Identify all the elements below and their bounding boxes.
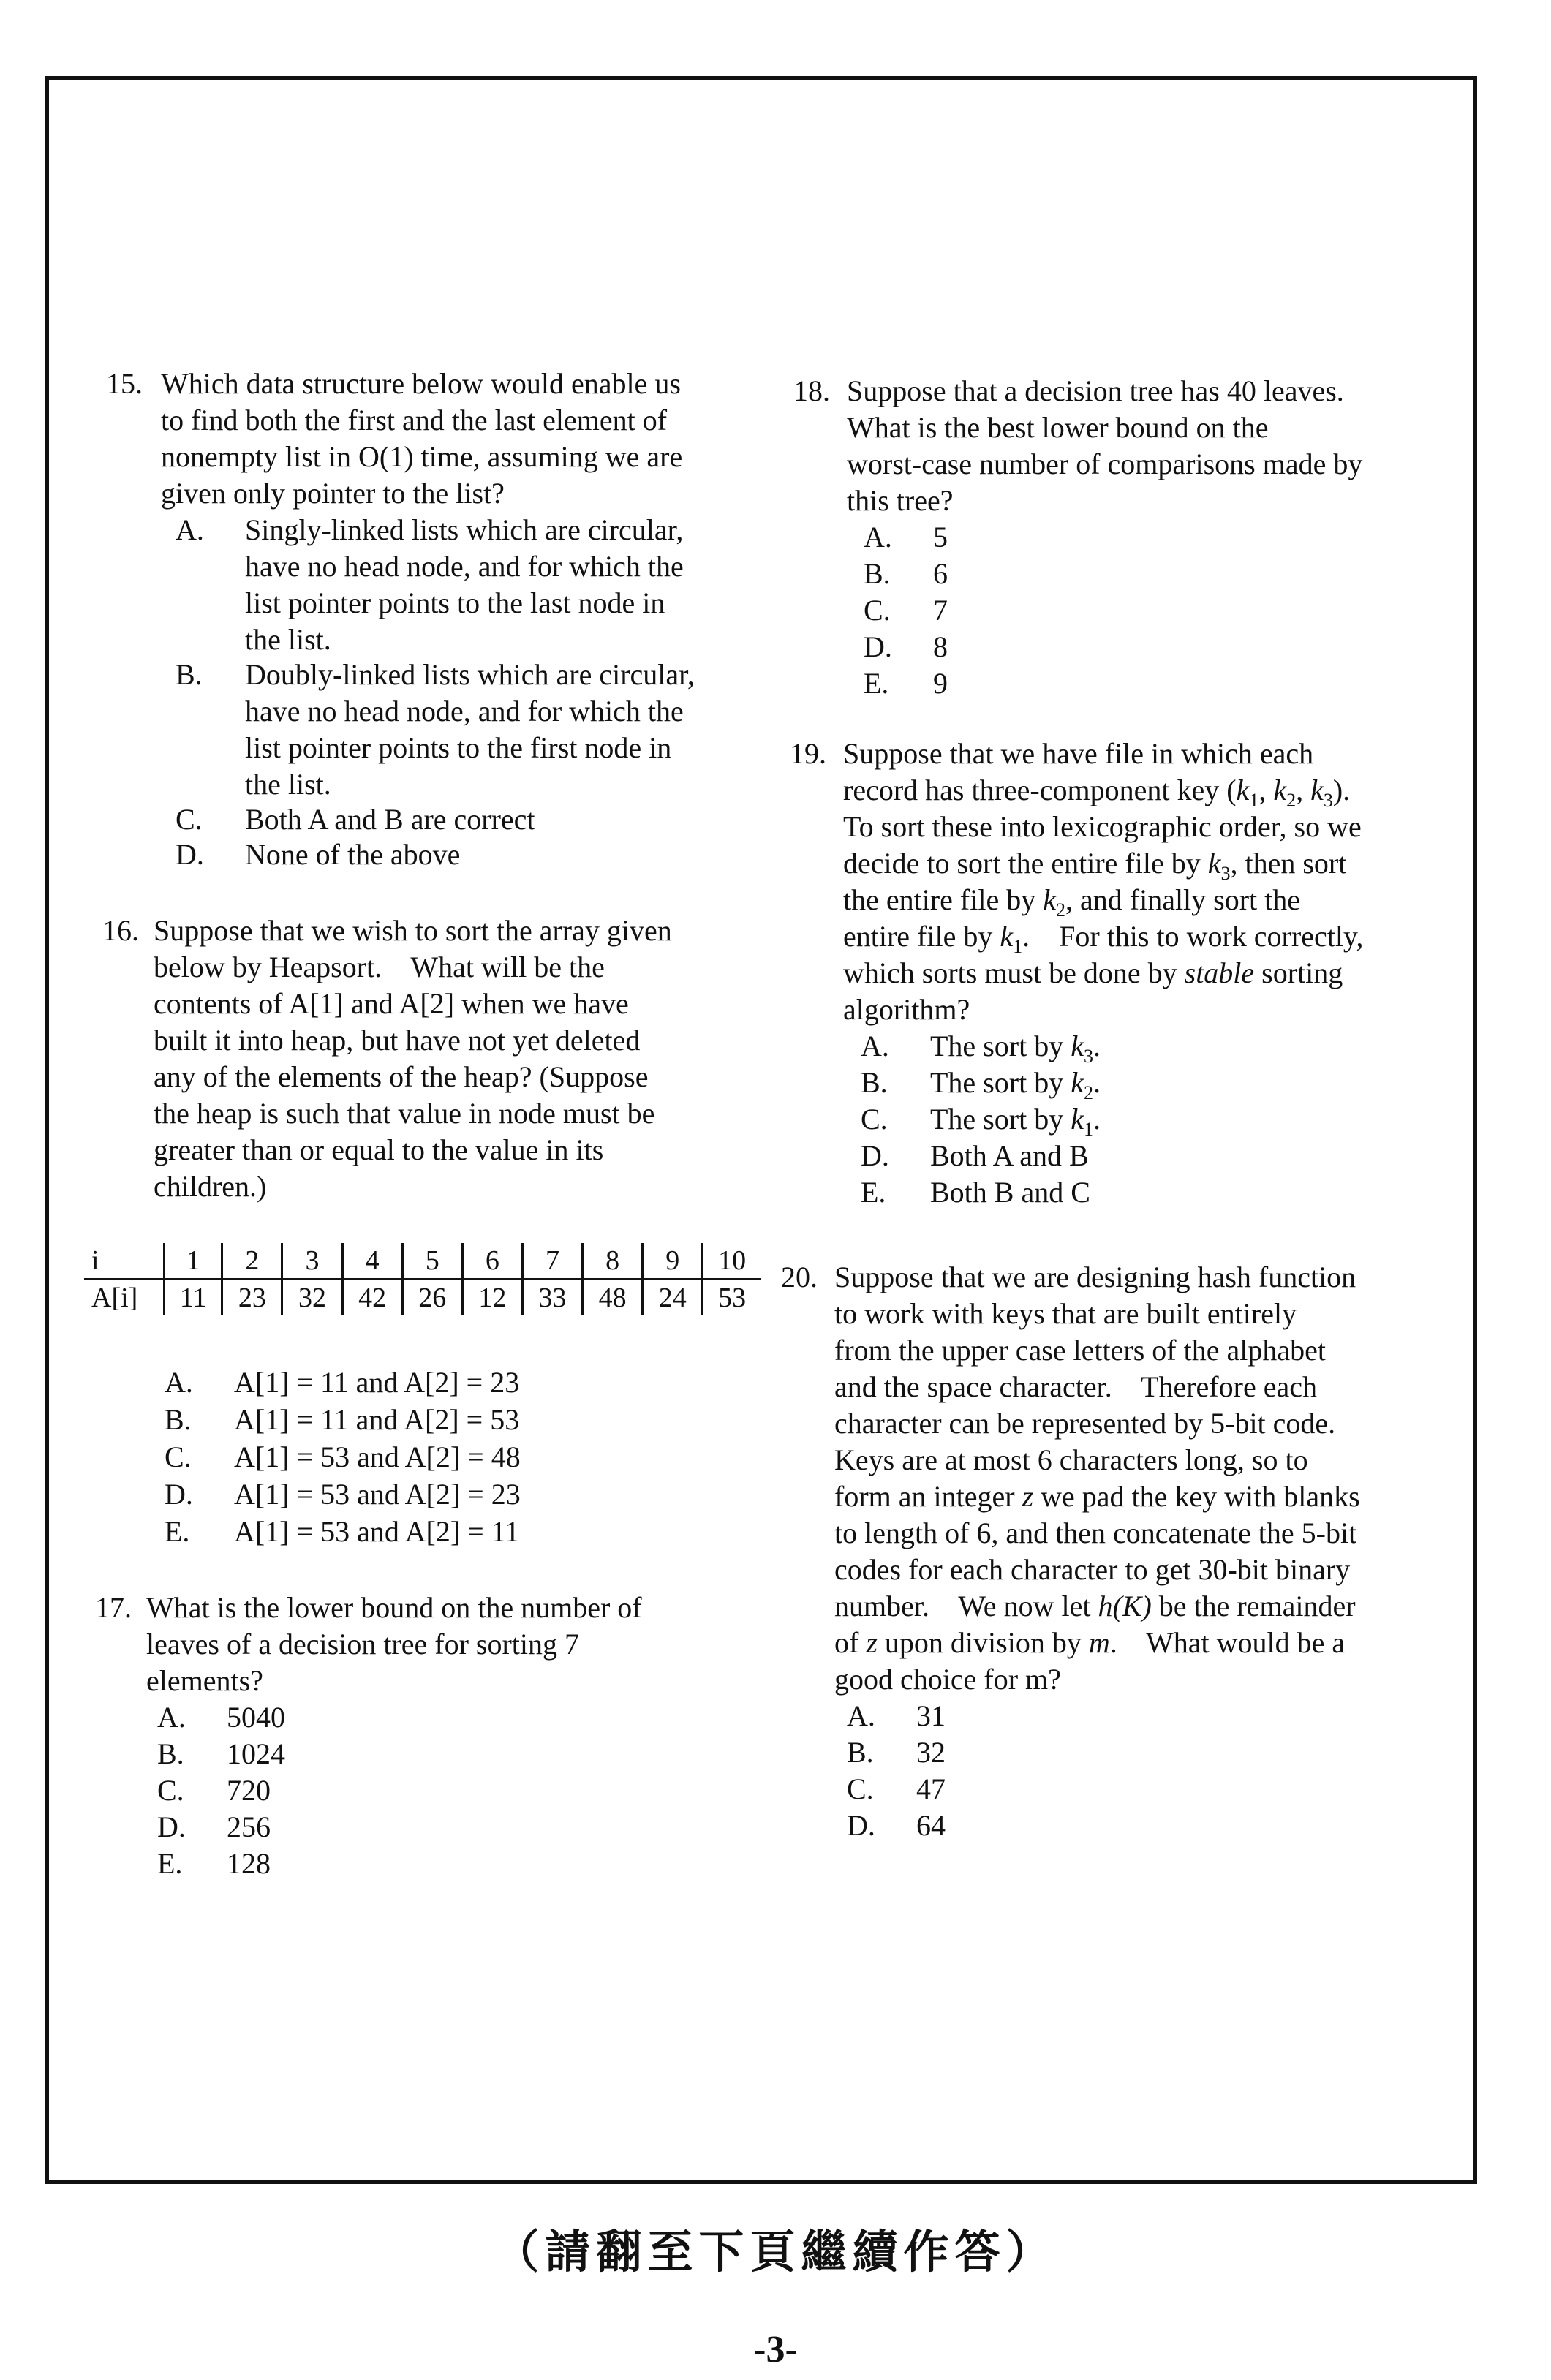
option-label: C. [864,594,891,627]
question-number: 19. [790,737,826,770]
question-text-line: worst-case number of comparisons made by [847,447,1363,480]
text-run: the entire file by [843,883,1044,916]
text-run: of [834,1626,867,1659]
option-text: 256 [227,1810,271,1843]
option-label: D. [157,1810,186,1843]
question-text-line [834,1625,1471,1661]
key-subscript: 3 [1220,863,1231,884]
text-run: be the remainder [1151,1590,1356,1622]
option-text: 720 [227,1774,271,1807]
question-text-line: codes for each character to get 30-bit binary [834,1553,1351,1586]
option-text: 8 [933,630,948,663]
option-text-line: list pointer points to the last node in [245,586,665,619]
text-run: upon division by [877,1626,1089,1659]
option-label: A. [165,1366,193,1399]
table-cell-value: 11 [165,1280,222,1316]
key-subscript: 3 [1323,790,1333,811]
question-text-line: good choice for m? [834,1663,1061,1696]
option-text: Both B and C [930,1176,1090,1209]
option-label: D. [861,1139,889,1172]
option-text: A[1] = 53 and A[2] = 48 [234,1440,521,1473]
question-text-line: Keys are at most 6 characters long, so to [834,1443,1308,1476]
question-text-line: to work with keys that are built entirely [834,1297,1297,1330]
option-label: C. [157,1774,184,1807]
option-text [930,1028,1101,1065]
table-cell-value: 33 [522,1280,582,1316]
table-cell-value: 26 [402,1280,462,1316]
key-symbol: k [1000,920,1014,953]
text-run: , then sort [1230,847,1347,880]
text-run: entire file by [843,920,1000,953]
question-text-line: built it into heap, but have not yet deleted [154,1024,641,1057]
option-label: C. [847,1772,874,1805]
heap-array-table [84,1243,761,1315]
question-text-line: contents of A[1] and A[2] when we have [154,987,629,1020]
option-text: 1024 [227,1737,285,1770]
option-text: 31 [916,1699,946,1732]
option-label: A. [861,1030,889,1062]
key-symbol: k [1273,774,1287,806]
table-cell-index: 8 [583,1243,643,1280]
table-cell-value: 42 [342,1280,402,1316]
option-text: Both A and B [930,1139,1089,1172]
question-text-line: the heap is such that value in node must be [154,1097,655,1130]
table-cell-value: 32 [282,1280,342,1316]
option-label: A. [847,1699,875,1732]
option-label: E. [864,667,889,700]
option-label: C. [165,1440,192,1473]
key-subscript: 2 [1056,899,1065,921]
question-text-line: and the space character. Therefore each [834,1370,1317,1403]
table-cell-index: 9 [643,1243,703,1280]
question-text-line [843,955,1465,991]
variable-m: m [1088,1626,1110,1659]
table-cell-value: 53 [703,1280,761,1316]
option-text: A[1] = 11 and A[2] = 53 [234,1403,520,1436]
key-symbol: k [1071,1030,1084,1062]
text-run: , and finally sort the [1065,883,1301,916]
option-text: 7 [933,594,948,627]
text-run: . What would be a [1109,1626,1346,1659]
option-label: D. [165,1478,193,1511]
key-symbol: k [1236,774,1250,806]
option-label: D. [176,838,204,871]
option-label: B. [157,1737,184,1770]
question-text-line [843,882,1465,921]
option-label: E. [861,1176,886,1209]
text-run: , [1258,774,1274,806]
option-text-line: list pointer points to the first node in [245,731,672,764]
question-text-line: character can be represented by 5-bit code. [834,1407,1336,1440]
question-text-line [843,772,1465,809]
key-subscript: 1 [1249,790,1259,811]
option-text-line: Doubly-linked lists which are circular, [245,658,695,691]
option-text-line: the list. [245,768,331,801]
text-run: The sort by [930,1030,1071,1062]
question-text-line: What is the best lower bound on the [847,411,1269,444]
option-text-line: Singly-linked lists which are circular, [245,513,684,546]
option-text: None of the above [245,838,461,871]
option-label: C. [861,1103,888,1136]
text-run: . [1093,1103,1101,1136]
table-cell-index: 4 [342,1243,402,1280]
option-text: 9 [933,667,948,700]
key-subscript: 1 [1083,1119,1093,1140]
question-text-line: Which data structure below would enable us [161,367,681,400]
variable-z: z [1022,1480,1034,1513]
question-text-line: below by Heapsort. What will be the [154,951,605,983]
table-row-values [84,1280,761,1316]
table-cell-index: 10 [703,1243,761,1280]
option-label: B. [847,1736,874,1769]
key-subscript: 2 [1286,790,1297,811]
text-run: . [1093,1066,1101,1099]
option-text: A[1] = 53 and A[2] = 11 [234,1515,520,1548]
question-number: 17. [95,1591,132,1624]
option-label: D. [847,1809,875,1842]
question-text-line: What is the lower bound on the number of [146,1591,642,1624]
row-header-a: A[i] [91,1282,138,1313]
question-text-line: algorithm? [843,993,970,1026]
option-text-line: have no head node, and for which the [245,550,684,583]
option-text: 64 [916,1809,946,1842]
option-text-line: have no head node, and for which the [245,695,684,728]
table-cell-index: 1 [165,1243,222,1280]
question-text-line: children.) [154,1170,267,1203]
text-run: number. We now let [834,1590,1098,1622]
text-run: . [1093,1030,1101,1062]
option-label: A. [864,521,892,554]
question-text-line: greater than or equal to the value in its [154,1133,604,1166]
option-label: E. [157,1847,183,1880]
key-symbol: k [1043,883,1056,916]
option-text: 6 [933,557,948,590]
question-text-line: nonempty list in O(1) time, assuming we are [161,440,683,473]
table-cell-index: 2 [222,1243,282,1280]
option-label: C. [176,803,203,836]
question-text-line: to length of 6, and then concatenate the 5-bit [834,1516,1357,1549]
option-text: Both A and B are correct [245,803,535,836]
question-text-line: from the upper case letters of the alphabet [834,1334,1326,1367]
question-number: 15. [106,367,143,400]
text-run: we pad the key with blanks [1033,1480,1360,1513]
question-text-line: leaves of a decision tree for sorting 7 [146,1628,580,1661]
question-text-line [843,845,1465,882]
question-text-line: given only pointer to the list? [161,477,505,510]
question-text-line: to find both the first and the last element of [161,404,668,437]
text-run: The sort by [930,1066,1071,1099]
question-number: 20. [781,1261,818,1293]
option-text: A[1] = 11 and A[2] = 23 [234,1366,520,1399]
key-subscript: 2 [1083,1082,1093,1103]
table-cell-index: 6 [462,1243,522,1280]
option-label: B. [861,1066,888,1099]
option-text [930,1065,1101,1101]
table-cell-value: 23 [222,1280,282,1316]
table-cell-index: 5 [402,1243,462,1280]
hash-function-symbol: h(K) [1098,1590,1152,1622]
option-label: D. [864,630,892,663]
table-cell-index: 7 [522,1243,582,1280]
option-text: 5040 [227,1701,285,1734]
option-text: 32 [916,1736,946,1769]
option-label: B. [176,658,203,691]
option-text [930,1101,1101,1138]
table-cell-value: 24 [643,1280,703,1316]
option-label: E. [165,1515,190,1548]
key-subscript: 3 [1083,1046,1093,1067]
text-run: which sorts must be done by [843,956,1185,989]
option-label: A. [176,513,204,546]
question-text-line: this tree? [847,484,954,517]
text-run: ). [1332,774,1351,806]
question-text-line: elements? [146,1664,263,1697]
question-text-line [834,1478,1471,1515]
text-run: sorting [1254,956,1343,989]
text-run: record has three-component key ( [843,774,1237,806]
row-header-i: i [84,1243,165,1280]
question-text-line: Suppose that we are designing hash function [834,1261,1356,1293]
question-number: 18. [793,374,830,407]
option-label: B. [864,557,891,590]
key-symbol: k [1071,1066,1084,1099]
option-text: A[1] = 53 and A[2] = 23 [234,1478,521,1511]
question-text-line: any of the elements of the heap? (Suppose [154,1060,649,1093]
key-symbol: k [1207,847,1221,880]
text-run: . For this to work correctly, [1022,920,1364,953]
continue-next-page-note: （請翻至下頁繼續作答） [494,2225,1057,2278]
table-cell-value: 12 [462,1280,522,1316]
text-run: The sort by [930,1103,1071,1136]
option-text: 47 [916,1772,946,1805]
key-symbol: k [1310,774,1324,806]
text-run: decide to sort the entire file by [843,847,1208,880]
text-run: , [1296,774,1311,806]
question-text-line [834,1588,1471,1625]
question-number: 16. [102,914,139,947]
question-text-line: Suppose that we wish to sort the array given [154,914,672,947]
table-cell-value: 48 [583,1280,643,1316]
table-row-index [84,1243,761,1280]
key-symbol: k [1071,1103,1084,1136]
question-text-line: Suppose that we have file in which each [843,737,1314,770]
text-run: form an integer [834,1480,1022,1513]
option-label: A. [157,1701,186,1734]
question-text-line: To sort these into lexicographic order, so we [843,810,1362,843]
option-label: B. [165,1403,192,1436]
variable-z: z [866,1626,878,1659]
emphasis-text: stable [1184,956,1255,989]
page-number: -3- [753,2329,798,2370]
question-text-line [843,918,1465,955]
option-text: 5 [933,521,948,554]
option-text-line: the list. [245,623,331,656]
key-subscript: 1 [1013,936,1023,957]
question-text-line: Suppose that a decision tree has 40 leaves. [847,374,1344,407]
table-cell-index: 3 [282,1243,342,1280]
option-text: 128 [227,1847,271,1880]
